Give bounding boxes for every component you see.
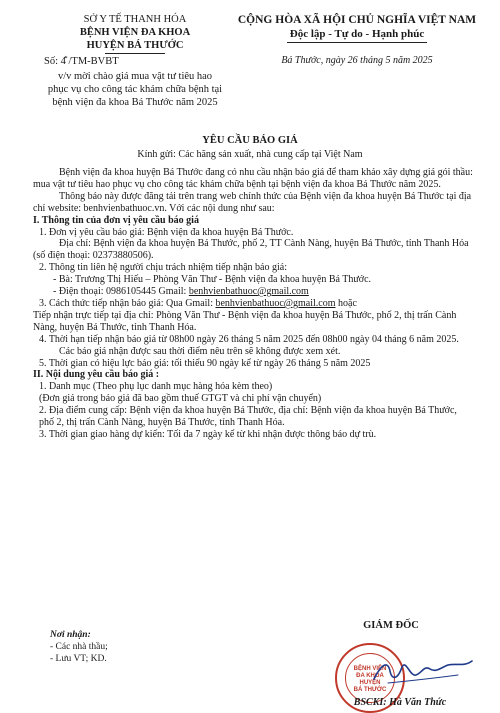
content-item-1: 1. Danh mục (Theo phụ lục danh mục hàng hóa kèm theo) — [39, 381, 273, 393]
recipient-1: - Các nhà thầu; — [50, 642, 108, 652]
signature-block — [316, 620, 466, 631]
document-subject — [40, 70, 230, 109]
item-1-address: Địa chỉ: Bệnh viện đa khoa huyện Bá Thước, phố 2, TT Cành Nàng, huyện Bá Thước, tỉnh Thanh Hóa (số điện thoại: 02373880506). — [33, 238, 469, 262]
stamp-line-4: BÁ THƯỚC — [353, 687, 387, 693]
hospital-name-line-2: HUYỆN BÁ THƯỚC — [86, 40, 184, 51]
national-title: CỘNG HÒA XÃ HỘI CHỦ NGHĨA VIỆT NAM — [237, 14, 477, 26]
department-name: SỞ Y TẾ THANH HÓA — [83, 14, 187, 25]
item-5: 5. Thời gian có hiệu lực báo giá: tối thiểu 90 ngày kể từ ngày 26 tháng 5 năm 2025 — [39, 357, 371, 369]
national-motto: Độc lập - Tự do - Hạnh phúc — [289, 28, 425, 40]
recipient-2: - Lưu VT; KD. — [50, 654, 107, 664]
recipients-label: Nơi nhận: — [50, 630, 91, 640]
stamp-line-2: ĐA KHOA — [356, 673, 384, 679]
item-4-note: Các báo giá nhận được sau thời điểm nêu trên sẽ không được xem xét. — [59, 345, 341, 357]
item-2-contact-person: - Bà: Trương Thị Hiếu – Phòng Văn Thư - Bệnh viện đa khoa huyện Bá Thước. — [53, 274, 372, 286]
item-2: 2. Thông tin liên hệ người chịu trách nhiệm tiếp nhận báo giá: — [39, 262, 287, 274]
subject-line-1: v/v mời chào giá mua vật tư tiêu hao — [57, 71, 213, 82]
content-item-1-note: (Đơn giá trong báo giá đã bao gồm thuế GTGT và chi phí vận chuyển) — [39, 393, 322, 405]
greeting: Kính gửi: Các hãng sản xuất, nhà cung cấp tại Việt Nam — [137, 149, 363, 160]
submission-email-link[interactable]: benhvienbathuoc@gmail.com — [215, 297, 336, 309]
handwritten-signature — [368, 653, 478, 693]
stamp-line-3: HUYỆN — [359, 680, 381, 686]
item-3-address: Tiếp nhận trực tiếp tại địa chỉ: Phòng Văn Thư - Bệnh viện đa khoa huyện Bá Thước, phố 2, thị trấn Cành Nàng, huyện Bá Thước, tỉnh Thanh Hóa. — [33, 309, 457, 333]
signer-role: GIÁM ĐỐC — [363, 620, 419, 631]
header-divider-left — [105, 53, 165, 54]
item-3 — [33, 298, 473, 310]
header-divider-right — [287, 42, 427, 43]
hospital-name-line-1: BỆNH VIỆN ĐA KHOA — [79, 27, 191, 38]
phone-text: - Điện thoại: 0986105445 Gmail: — [53, 286, 189, 298]
subject-line-2: phục vụ cho công tác khám chữa bệnh tại — [47, 84, 223, 95]
item-1: 1. Đơn vị yêu cầu báo giá: Bệnh viện đa khoa huyện Bá Thước. — [39, 226, 294, 238]
paragraph-intro: Bệnh viện đa khoa huyện Bá Thước đang có nhu cầu nhận báo giá để tham khảo xây dựng giá gói thầu: mua vật tư tiêu hao phục vụ cho công tác khám chữa bệnh tại bệnh viện đa khoa Bá Thước năm 2025. — [33, 167, 473, 190]
signer-name: BSCKI: Hà Văn Thức — [353, 697, 447, 708]
item-4: 4. Thời hạn tiếp nhận báo giá từ 08h00 ngày 26 tháng 5 năm 2025 đến 08h00 ngày 04 tháng 6 năm 2025. — [39, 333, 459, 345]
item-3-text: 3. Cách thức tiếp nhận báo giá: Qua Gmail: — [39, 297, 216, 309]
stamp-line-1: BỆNH VIỆN — [353, 666, 387, 672]
item-2-contact-phone — [33, 286, 473, 298]
section-1-heading: I. Thông tin của đơn vị yêu cầu báo giá — [33, 214, 199, 226]
document-body — [33, 167, 473, 441]
subject-line-3: bệnh viện đa khoa Bá Thước năm 2025 — [52, 97, 218, 108]
national-header — [222, 13, 492, 66]
document-title: YÊU CẦU BÁO GIÁ — [202, 135, 298, 146]
section-2-heading: II. Nội dung yêu cầu báo giá : — [33, 369, 160, 381]
issuer-header — [40, 13, 230, 109]
document-date: Bá Thước, ngày 26 tháng 5 năm 2025 — [281, 55, 433, 66]
paragraph-website: Thông báo này được đăng tải trên trang web chính thức của Bệnh viện đa khoa huyện Bá Thước tại địa chỉ website: benhvienbathuoc.vn. Với các nội dung như sau: — [33, 190, 472, 214]
content-item-3: 3. Thời gian giao hàng dự kiến: Tối đa 7 ngày kể từ khi nhận được thông báo dự trù. — [39, 428, 377, 440]
contact-email-link[interactable]: benhvienbathuoc@gmail.com — [188, 286, 309, 298]
recipients-block — [50, 629, 108, 665]
content-item-2: 2. Địa điểm cung cấp: Bệnh viện đa khoa huyện Bá Thước, địa chỉ: Bệnh viện đa khoa huyện Bá Thước, phố 2, thị trấn Cành Nàng, huyện Bá Thước, tỉnh Thanh Hóa. — [39, 405, 457, 429]
document-number: Số: 4̐ /TM-BVBT — [44, 56, 119, 67]
item-3-suffix: hoặc — [335, 297, 357, 309]
